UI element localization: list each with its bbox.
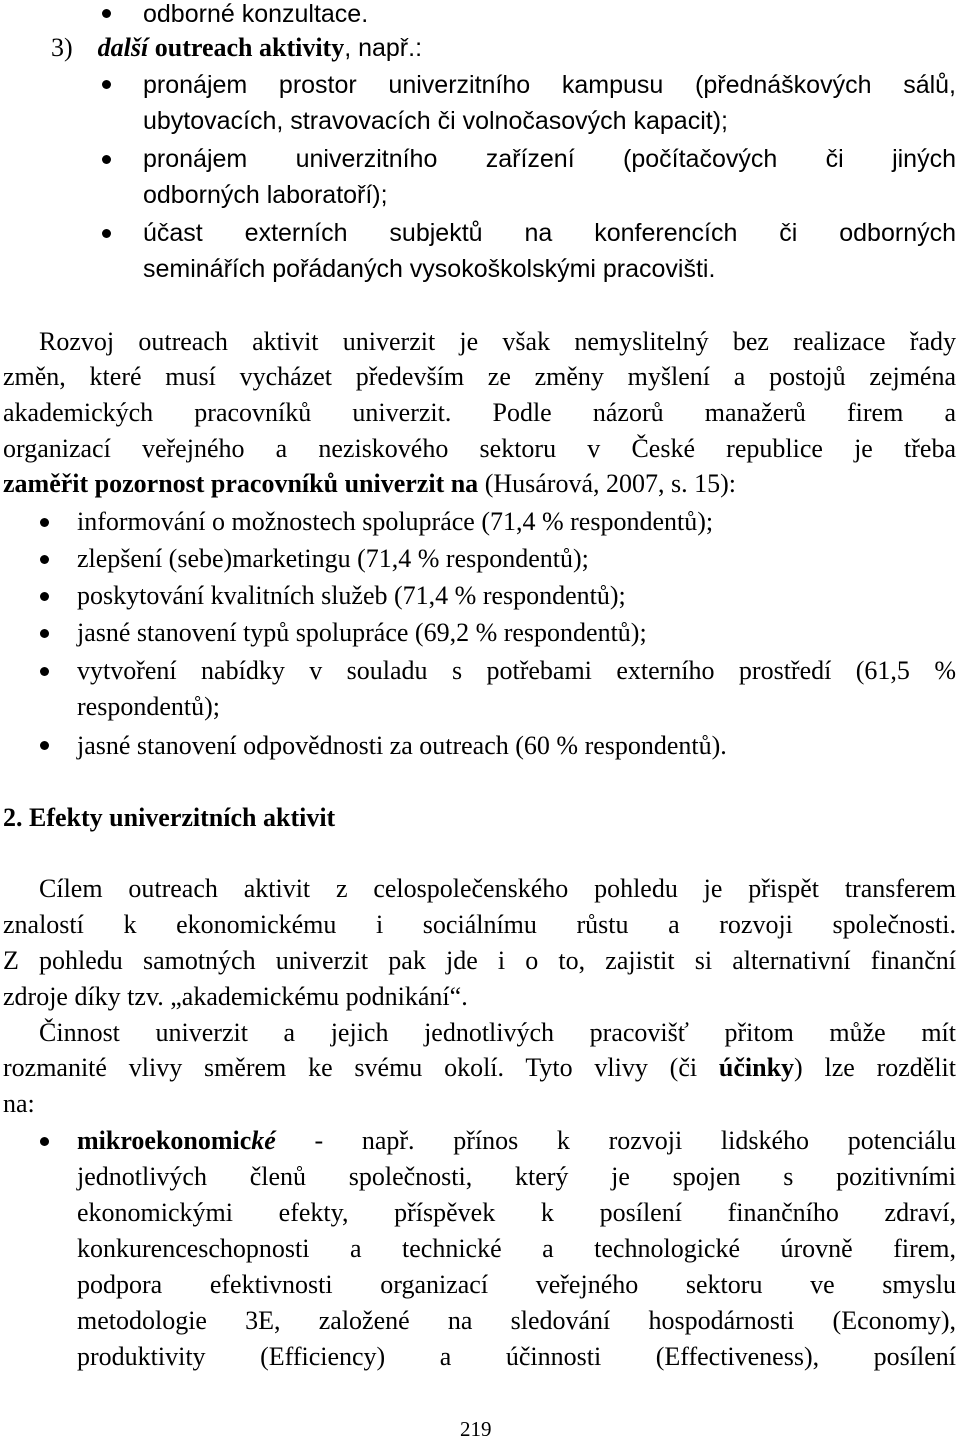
term-bold: mikroekonomic xyxy=(77,1126,252,1155)
bullet-icon xyxy=(40,629,49,638)
page-number: 219 xyxy=(460,1417,492,1441)
list-item-line: produktivity (Efficiency) a účinnosti (Effectiveness), posílení xyxy=(77,1342,956,1371)
bullet-icon xyxy=(102,155,111,164)
list-item: vytvoření nabídky v souladu s potřebami externího prostředí (61,5 % xyxy=(77,656,956,685)
paragraph-line: Cílem outreach aktivit z celospolečenského pohledu je přispět transferem xyxy=(39,874,956,903)
list-item-line: metodologie 3E, založené na sledování hospodárnosti (Economy), xyxy=(77,1306,956,1335)
list-item-line xyxy=(77,1128,956,1154)
list-item-line: pronájem univerzitního zařízení (počítačových či jiných xyxy=(143,145,956,173)
bullet-icon xyxy=(102,9,111,18)
section-title-bold: outreach aktivity xyxy=(154,33,345,62)
list-item: respondentů); xyxy=(77,692,220,721)
list-item-line: jednotlivých členů společnosti, který je spojen s pozitivními xyxy=(77,1162,956,1191)
list-item: jasné stanovení typů spolupráce (69,2 % respondentů); xyxy=(77,618,647,647)
bullet-icon xyxy=(40,667,49,676)
bullet-icon xyxy=(40,592,49,601)
paragraph-line: Činnost univerzit a jejich jednotlivých pracovišť přitom může mít xyxy=(39,1018,956,1047)
citation: (Husárová, 2007, s. 15): xyxy=(478,469,736,498)
emphasis: účinky xyxy=(718,1053,795,1082)
section-title-rest: , např.: xyxy=(344,34,423,62)
section-number: 3) xyxy=(51,33,73,62)
paragraph-line: Rozvoj outreach aktivit univerzit je však nemyslitelný bez realizace řady xyxy=(39,327,956,356)
paragraph-line xyxy=(3,1055,956,1081)
list-item-line: seminářích pořádaných vysokoškolskými pracovišti. xyxy=(143,255,716,283)
document-page xyxy=(3,0,956,1447)
bullet-icon xyxy=(40,1137,49,1146)
paragraph-line xyxy=(3,471,736,497)
bullet-icon xyxy=(40,518,49,527)
paragraph-line: na: xyxy=(3,1089,35,1118)
emphasis: zaměřit pozornost pracovníků univerzit na xyxy=(3,469,479,498)
section-title-italic: další xyxy=(97,33,149,62)
list-item-line: účast externích subjektů na konferencích či odborných xyxy=(143,219,956,247)
text-run: rozmanité vlivy směrem ke svému okolí. Tyto vlivy (či xyxy=(3,1053,719,1082)
list-item-line: konkurenceschopnosti a technické a technologické úrovně firem, xyxy=(77,1234,956,1263)
list-item-line: odborných laboratoří); xyxy=(143,181,388,209)
list-item-line: podpora efektivnosti organizací veřejného sektoru ve smyslu xyxy=(77,1270,956,1299)
text-run: ) lze rozdělit xyxy=(794,1053,957,1082)
list-item-line: ubytovacích, stravovacích či volnočasových kapacit); xyxy=(143,107,728,135)
paragraph-line: změn, které musí vycházet především ze změny myšlení a postojů zejména xyxy=(3,362,956,391)
list-item: jasné stanovení odpovědnosti za outreach (60 % respondentů). xyxy=(77,731,727,760)
paragraph-line: zdroje díky tzv. „akademickému podnikání“. xyxy=(3,982,468,1011)
bullet-icon xyxy=(102,229,111,238)
list-item-line: pronájem prostor univerzitního kampusu (přednáškových sálů, xyxy=(143,71,956,99)
bullet-icon xyxy=(40,555,49,564)
section-3-heading xyxy=(51,35,422,61)
bullet-icon xyxy=(102,80,111,89)
paragraph-line: Z pohledu samotných univerzit pak jde i o to, zajistit si alternativní finanční xyxy=(3,946,956,975)
list-item-line: ekonomickými efekty, příspěvek k posílení finančního zdraví, xyxy=(77,1198,956,1227)
section-heading: 2. Efekty univerzitních aktivit xyxy=(3,803,336,832)
list-item: poskytování kvalitních služeb (71,4 % respondentů); xyxy=(77,581,626,610)
bullet-icon xyxy=(40,741,49,750)
paragraph-line: znalostí k ekonomickému i sociálnímu růstu a rozvoji společnosti. xyxy=(3,910,956,939)
paragraph-line: akademických pracovníků univerzit. Podle názorů manažerů firem a xyxy=(3,398,956,427)
paragraph-line: organizací veřejného a neziskového sektoru v České republice je třeba xyxy=(3,434,956,463)
list-item: zlepšení (sebe)marketingu (71,4 % respondentů); xyxy=(77,544,589,573)
list-item: informování o možnostech spolupráce (71,4 % respondentů); xyxy=(77,507,714,536)
list-item: odborné konzultace. xyxy=(143,0,369,28)
text-run: - např. přínos k rozvoji lidského potenciálu xyxy=(275,1126,956,1155)
term-italic: ké xyxy=(251,1126,276,1155)
